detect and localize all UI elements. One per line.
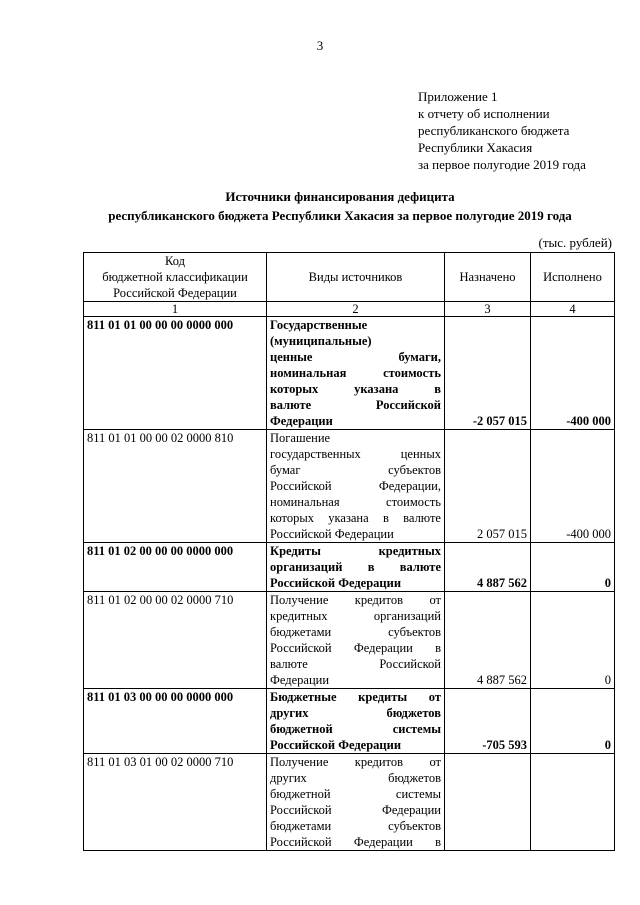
description-line: других бюджетов <box>270 771 441 785</box>
description-line: валюте Российской <box>270 657 441 671</box>
title-line: Источники финансирования дефицита <box>225 189 455 204</box>
units-label: (тыс. рублей) <box>538 235 612 250</box>
row-code: 811 01 01 00 00 00 0000 000 <box>84 317 267 430</box>
appendix-line: Республики Хакасия <box>418 140 533 155</box>
description-line: организаций в валюте <box>270 560 441 574</box>
row-code: 811 01 02 00 00 02 0000 710 <box>84 592 267 689</box>
row-executed: -400 000 <box>531 317 615 430</box>
document-title <box>60 187 620 225</box>
row-code: 811 01 02 00 00 00 0000 000 <box>84 543 267 592</box>
appendix-note <box>418 88 586 173</box>
row-assigned: 4 887 562 <box>445 592 531 689</box>
row-description <box>267 317 445 430</box>
title-line: республиканского бюджета Республики Хакасия за первое полугодие 2019 года <box>108 208 572 223</box>
header-code-line: Российской Федерации <box>113 286 237 300</box>
description-line: Российской Федерации <box>270 576 402 590</box>
row-assigned <box>445 754 531 851</box>
description-line: Погашение <box>270 431 331 445</box>
description-line: Российской Федерации, <box>270 479 441 493</box>
description-line: бюджетной системы <box>270 722 441 736</box>
appendix-line: за первое полугодие 2019 года <box>418 157 586 172</box>
financing-sources-table <box>83 252 615 851</box>
row-executed: 0 <box>531 543 615 592</box>
table-row <box>84 754 615 851</box>
row-code: 811 01 03 01 00 02 0000 710 <box>84 754 267 851</box>
header-assigned: Назначено <box>445 253 531 302</box>
header-code-line: Код <box>165 254 185 268</box>
description-line: бумаг субъектов <box>270 463 441 477</box>
description-line: Российской Федерации <box>270 527 394 541</box>
description-line: Получение кредитов от <box>270 593 441 607</box>
header-code <box>84 253 267 302</box>
description-line: бюджетами субъектов <box>270 625 441 639</box>
row-code: 811 01 01 00 00 02 0000 810 <box>84 430 267 543</box>
description-line: кредитных организаций <box>270 609 441 623</box>
header-executed: Исполнено <box>531 253 615 302</box>
row-description <box>267 430 445 543</box>
row-executed: 0 <box>531 689 615 754</box>
description-line: Федерации <box>270 673 330 687</box>
row-executed: 0 <box>531 592 615 689</box>
description-line: других бюджетов <box>270 706 441 720</box>
row-description <box>267 754 445 851</box>
description-line: (муниципальные) <box>270 334 372 348</box>
description-line: Российской Федерации <box>270 803 441 817</box>
row-executed <box>531 754 615 851</box>
description-line: Российской Федерации в <box>270 835 441 849</box>
appendix-line: к отчету об исполнении <box>418 106 550 121</box>
description-line: Бюджетные кредиты от <box>270 690 441 704</box>
table-row <box>84 592 615 689</box>
description-line: Российской Федерации <box>270 738 402 752</box>
row-description <box>267 543 445 592</box>
header-code-line: бюджетной классификации <box>102 270 248 284</box>
page-number: 3 <box>316 38 324 53</box>
description-line: бюджетной системы <box>270 787 441 801</box>
row-assigned: -705 593 <box>445 689 531 754</box>
table-row <box>84 317 615 430</box>
row-description <box>267 689 445 754</box>
table-row <box>84 430 615 543</box>
column-number-row <box>84 302 615 317</box>
description-line: номинальная стоимость <box>270 495 441 509</box>
row-executed: -400 000 <box>531 430 615 543</box>
column-number: 2 <box>267 302 445 317</box>
appendix-line: республиканского бюджета <box>418 123 570 138</box>
appendix-line: Приложение 1 <box>418 89 498 104</box>
table-header-row <box>84 253 615 302</box>
column-number: 4 <box>531 302 615 317</box>
column-number: 3 <box>445 302 531 317</box>
description-line: Кредиты кредитных <box>270 544 441 558</box>
description-line: бюджетами субъектов <box>270 819 441 833</box>
row-code: 811 01 03 00 00 00 0000 000 <box>84 689 267 754</box>
description-line: ценные бумаги, <box>270 350 441 364</box>
description-line: Федерации <box>270 414 333 428</box>
description-line: государственных ценных <box>270 447 441 461</box>
table-row <box>84 543 615 592</box>
row-assigned: 4 887 562 <box>445 543 531 592</box>
description-line: которых указана в валюте <box>270 511 441 525</box>
column-number: 1 <box>84 302 267 317</box>
description-line: Государственные <box>270 318 368 332</box>
description-line: которых указана в <box>270 382 441 396</box>
row-assigned: 2 057 015 <box>445 430 531 543</box>
description-line: Российской Федерации в <box>270 641 441 655</box>
row-assigned: -2 057 015 <box>445 317 531 430</box>
description-line: Получение кредитов от <box>270 755 441 769</box>
description-line: валюте Российской <box>270 398 441 412</box>
table-row <box>84 689 615 754</box>
description-line: номинальная стоимость <box>270 366 441 380</box>
row-description <box>267 592 445 689</box>
header-types: Виды источников <box>267 253 445 302</box>
